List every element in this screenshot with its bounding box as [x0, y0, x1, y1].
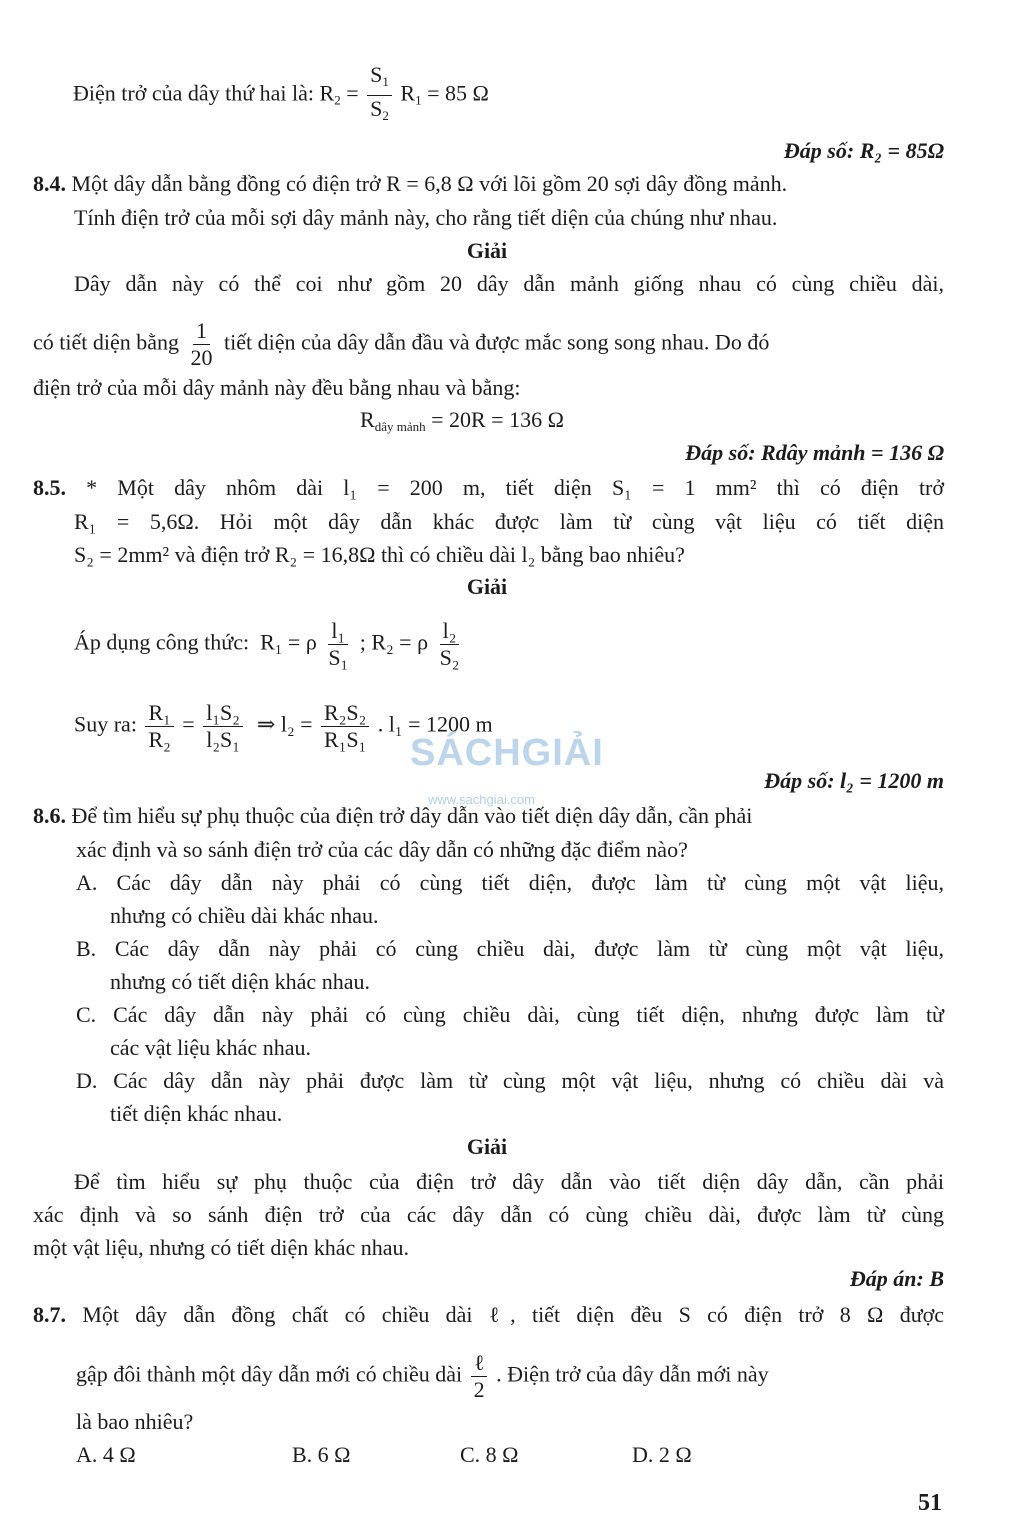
implies-l2: ⇒ l₂ = [256, 711, 313, 737]
r-symbol: R [360, 407, 375, 432]
r2-formula-line: Điện trở của dây thứ hai là: $R_2$ = $\frac{S_1}{S_2}$ $R_1 = 85$ Ω [73, 62, 489, 129]
problem-8-4-text1: Một dây dẫn bằng đồng có điện trở R = 6,8 Ω với lõi gồm 20 sợi dây đồng mảnh. [71, 171, 788, 196]
equation-tail: = 20R = 136 Ω [431, 407, 564, 432]
frac-denominator: 20 [190, 345, 213, 370]
option-a-line2: nhưng có chiều dài khác nhau. [110, 903, 379, 928]
option-b-line2: nhưng có tiết diện khác nhau. [110, 969, 370, 994]
frac-denominator: 2 [473, 1377, 485, 1402]
problem-8-5-line3: S₂ = 2mm² và điện trở R₂ = 16,8Ω thì có chiều dài l₂ bằng bao nhiêu? [74, 542, 685, 567]
frac-numerator: ℓ [471, 1350, 488, 1377]
l1s2-over-l2s1-fraction [203, 700, 243, 753]
problem-8-7-line1 [33, 1301, 944, 1329]
problem-8-7-text1: Một dây dẫn đồng chất có chiều dài ℓ, tiết diện đều S có điện trở 8 Ω được [82, 1302, 945, 1327]
frac-numerator: l₁ [328, 618, 348, 645]
frac-numerator: S [370, 62, 383, 87]
option-a-8-7: A. 4 Ω [76, 1442, 136, 1467]
equals-sign: = [182, 711, 195, 737]
sachgiai-watermark [410, 732, 620, 807]
problem-8-4-line2: Tính điện trở của mỗi sợi dây mảnh này, cho rằng tiết diện của chúng như nhau. [74, 205, 778, 230]
apply-label: Áp dụng công thức: [74, 629, 250, 655]
l-over-2-fraction [471, 1350, 488, 1403]
option-b-8-7: B. 6 Ω [292, 1442, 351, 1467]
problem-8-7-line2 [76, 1350, 769, 1403]
problem-8-7-line3: là bao nhiêu? [76, 1409, 194, 1434]
option-b-line1: B. Các dây dẫn này phải có cùng chiều dài, được làm từ cùng một vật liệu, [76, 936, 944, 961]
frac-denominator: R₁S₁ [324, 727, 367, 752]
option-d-8-7: D. 2 Ω [632, 1442, 692, 1467]
solution-8-4-text2a: có tiết diện bằng [33, 329, 180, 355]
frac-numerator: l₂ [440, 618, 460, 645]
frac-denominator: S [370, 96, 383, 121]
solution-8-6-line2: xác định và so sánh điện trở của các dây dẫn có cùng chiều dài, được làm từ cùng [33, 1202, 944, 1227]
l2-over-s2-fraction [437, 618, 463, 671]
solution-8-4-line2 [33, 318, 769, 371]
answer-8-5: Đáp số: l₂ = 1200 m [764, 768, 944, 793]
solution-heading-8-4: Giải [466, 238, 508, 263]
solution-heading-8-5: Giải [466, 574, 508, 599]
page-number: 51 [918, 1490, 942, 1516]
answer-8-4: Đáp số: Rdây mảnh = 136 Ω [685, 440, 944, 465]
r1-rho: R₁ = ρ [260, 629, 317, 655]
option-a-line1: A. Các dây dẫn này phải có cùng tiết diện, được làm từ cùng một vật liệu, [76, 870, 944, 895]
r2s2-over-r1s1-fraction [321, 700, 369, 753]
solution-8-4-line1: Dây dẫn này có thể coi như gồm 20 dây dẫn mảnh giống nhau có cùng chiều dài, [74, 271, 944, 296]
watermark-logo: SÁCHGIẢI [410, 732, 604, 774]
one-twentieth-fraction [188, 318, 216, 371]
frac-denominator-sub: 2 [382, 108, 389, 123]
r1-symbol: R [400, 80, 416, 106]
frac-numerator: l₁S₂ [203, 700, 243, 727]
option-c-line1: C. Các dây dẫn này phải có cùng chiều dài, cùng tiết diện, nhưng được làm từ [76, 1002, 944, 1027]
option-d-line1: D. Các dây dẫn này phải được làm từ cùng một vật liệu, nhưng có chiều dài và [76, 1068, 944, 1093]
option-c-line2: các vật liệu khác nhau. [110, 1035, 311, 1060]
answer-8-6: Đáp án: B [849, 1266, 944, 1291]
frac-numerator: R₁ [145, 700, 173, 727]
solution-8-6-line3: một vật liệu, nhưng có tiết diện khác nhau. [33, 1235, 410, 1260]
problem-number-8-7: 8.7. [33, 1302, 66, 1327]
frac-denominator: R₂ [148, 727, 171, 752]
problem-number-8-6: 8.6. [33, 803, 66, 828]
problem-8-5-line1 [33, 474, 944, 502]
option-d-line2: tiết diện khác nhau. [110, 1101, 283, 1126]
solution-8-4-line3: điện trở của mỗi dây mảnh này đều bằng nhau và bằng: [33, 375, 521, 400]
r2-rho: ; R₂ = ρ [359, 629, 429, 655]
problem-8-6-text1: Để tìm hiểu sự phụ thuộc của điện trở dây dẫn vào tiết diện dây dẫn, cần phải [71, 803, 753, 828]
r1-sub: 1 [415, 92, 422, 108]
solution-heading-8-6: Giải [466, 1134, 508, 1159]
problem-8-6-line2: xác định và so sánh điện trở của các dây dẫn có những đặc điểm nào? [76, 837, 688, 862]
frac-numerator: R₂S₂ [321, 700, 369, 727]
r-subscript: dây mảnh [374, 419, 426, 434]
frac-denominator: S₂ [439, 645, 460, 670]
suy-ra-label: Suy ra: [74, 711, 137, 737]
solution-8-6-line1: Để tìm hiểu sự phụ thuộc của điện trở dây dẫn vào tiết diện dây dẫn, cần phải [74, 1169, 944, 1194]
s1-over-s2-fraction [367, 62, 392, 129]
answer-r2: Đáp số: R₂ = 85Ω [783, 138, 944, 163]
r2-result-text: = 85 Ω [427, 80, 489, 106]
r2-lead-text: Điện trở của dây thứ hai là: [73, 80, 315, 106]
frac-denominator: S₁ [328, 645, 349, 670]
l2-result: . l₁ = 1200 m [377, 711, 493, 737]
frac-numerator: 1 [193, 318, 210, 345]
problem-8-6-line1 [33, 802, 752, 830]
r-day-manh-equation [360, 406, 564, 441]
frac-denominator: l₂S₁ [206, 727, 240, 752]
solution-8-4-text2b: tiết diện của dây dẫn đầu và được mắc song song nhau. Do đó [224, 329, 770, 355]
problem-number-8-5: 8.5. [33, 475, 66, 500]
formula-apply-line [74, 618, 465, 671]
frac-numerator-sub: 1 [382, 74, 389, 89]
problem-8-7-text2a: gập đôi thành một dây dẫn mới có chiều dài [76, 1361, 463, 1387]
watermark-url: www.sachgiai.com [428, 792, 535, 807]
option-c-8-7: C. 8 Ω [460, 1442, 519, 1467]
problem-8-5-text1: * Một dây nhôm dài l₁ = 200 m, tiết diện S₁ = 1 mm² thì có điện trở [86, 475, 945, 500]
r1-over-r2-fraction [145, 700, 173, 753]
problem-number-8-4: 8.4. [33, 171, 66, 196]
problem-8-7-text2b: . Điện trở của dây dẫn mới này [496, 1361, 769, 1387]
problem-8-4-line1 [33, 170, 787, 198]
problem-8-5-line2: R₁ = 5,6Ω. Hỏi một dây dẫn khác được làm từ cùng vật liệu có tiết diện [74, 509, 944, 534]
l1-over-s1-fraction [325, 618, 351, 671]
